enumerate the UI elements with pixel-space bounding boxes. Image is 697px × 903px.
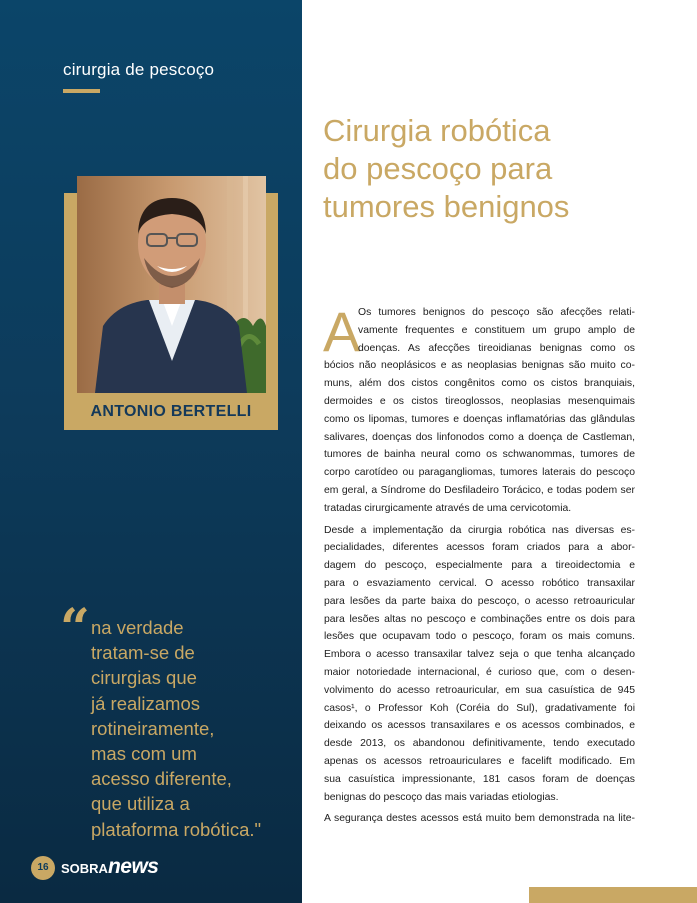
body-line: vamente frequentes e constituem um grupo amplo de bbox=[358, 324, 635, 336]
drop-cap: A bbox=[323, 300, 361, 363]
body-line: lesões que ocupavam todo o pescoço, foram os mais comuns. bbox=[324, 631, 635, 643]
paragraph-3 bbox=[324, 810, 635, 828]
body-line: para o esvaziamento cervical. O acesso robótico transaxilar bbox=[324, 577, 635, 589]
brand-logo bbox=[61, 855, 158, 879]
quote-mark-icon: “ bbox=[60, 598, 90, 659]
body-line: salivares, doenças dos linfonodos como a doença de Castleman, bbox=[324, 431, 635, 443]
body-line: apenas os acessos retroauriculares e facelift modificado. Em bbox=[324, 755, 635, 767]
body-line: volvimento do acesso retroauricular, em sua casuística de 945 bbox=[324, 684, 635, 696]
body-line: como os lipomas, tumores e doenças inflamatórias das glândulas bbox=[324, 413, 635, 425]
body-line: para lesões altas no pescoço e combinações entre os dois para bbox=[324, 613, 635, 625]
footer-accent-bar bbox=[529, 887, 697, 903]
author-photo bbox=[77, 176, 266, 393]
paragraph-2 bbox=[324, 522, 635, 807]
body-line: tumores de bainha neural como os schwanommas, tumores de bbox=[324, 449, 635, 461]
article-headline: Cirurgia robótica do pescoço para tumores benignos bbox=[323, 113, 570, 224]
body-line: desde 2013, os abandonou definitivamente, tendo executado bbox=[324, 738, 635, 750]
body-line: tratadas cirurgicamente através de uma cervicotomia. bbox=[324, 502, 572, 514]
body-line: pecialidades, diferentes acessos foram criados para a abor- bbox=[324, 542, 635, 554]
pull-quote: na verdade tratam-se de cirurgias que já realizamos rotineiramente, mas com um acesso diferente, que utiliza a plataforma robótica." bbox=[91, 617, 262, 840]
author-name: ANTONIO BERTELLI bbox=[90, 403, 252, 420]
body-line: maior notoriedade internacional, é curioso que, com o desen- bbox=[324, 666, 635, 678]
section-rule bbox=[63, 89, 100, 93]
portrait-illustration bbox=[77, 176, 266, 393]
body-line: Embora o acesso transaxilar talvez seja o que tenha alcançado bbox=[324, 649, 635, 661]
body-line: Desde a implementação da cirurgia robótica nas diversas es- bbox=[324, 524, 635, 536]
article-body bbox=[323, 300, 635, 832]
body-line: muns, além dos cistos congênitos como os cistos branquiais, bbox=[324, 378, 635, 390]
body-line: benignas do pescoço das mais variadas etiologias. bbox=[324, 791, 559, 803]
page-number: 16 bbox=[31, 856, 55, 880]
body-line: Os tumores benignos do pescoço são afecções relati- bbox=[358, 307, 635, 318]
paragraph-1 bbox=[323, 300, 635, 518]
section-label: cirurgia de pescoço bbox=[63, 60, 215, 79]
body-line: doenças. As afecções tireoidianas benignas como os bbox=[358, 342, 635, 354]
body-line: corpo carotídeo ou paragangliomas, tumores laterais do pescoço bbox=[324, 467, 635, 479]
body-line: bócios não neoplásicos e as neoplasias benignas são muito co- bbox=[324, 360, 635, 372]
body-line: em geral, a Síndrome do Desfiladeiro Torácico, e todas podem ser bbox=[324, 484, 635, 496]
body-line: dermoides e os cistos tireoglossos, neoplasias mesenquimais bbox=[324, 395, 635, 407]
brand-part-b: news bbox=[107, 855, 159, 878]
body-line: A segurança destes acessos está muito bem demonstrada na lite- bbox=[324, 813, 635, 825]
body-line: deixando os acessos transaxilares e os acessos combinados, e bbox=[324, 720, 635, 732]
body-line: para lesões da parte baixa do pescoço, o acesso retroauricular bbox=[324, 595, 635, 607]
body-line: sua casuística impressionante, 181 casos foram de doenças bbox=[324, 773, 635, 785]
body-line: casos¹, o Professor Koh (Coréia do Sul), gradativamente foi bbox=[324, 702, 635, 714]
brand-part-a: SOBRA bbox=[61, 861, 108, 876]
body-line: dagem do pescoço, especialmente para a tireoidectomia e bbox=[324, 560, 635, 572]
